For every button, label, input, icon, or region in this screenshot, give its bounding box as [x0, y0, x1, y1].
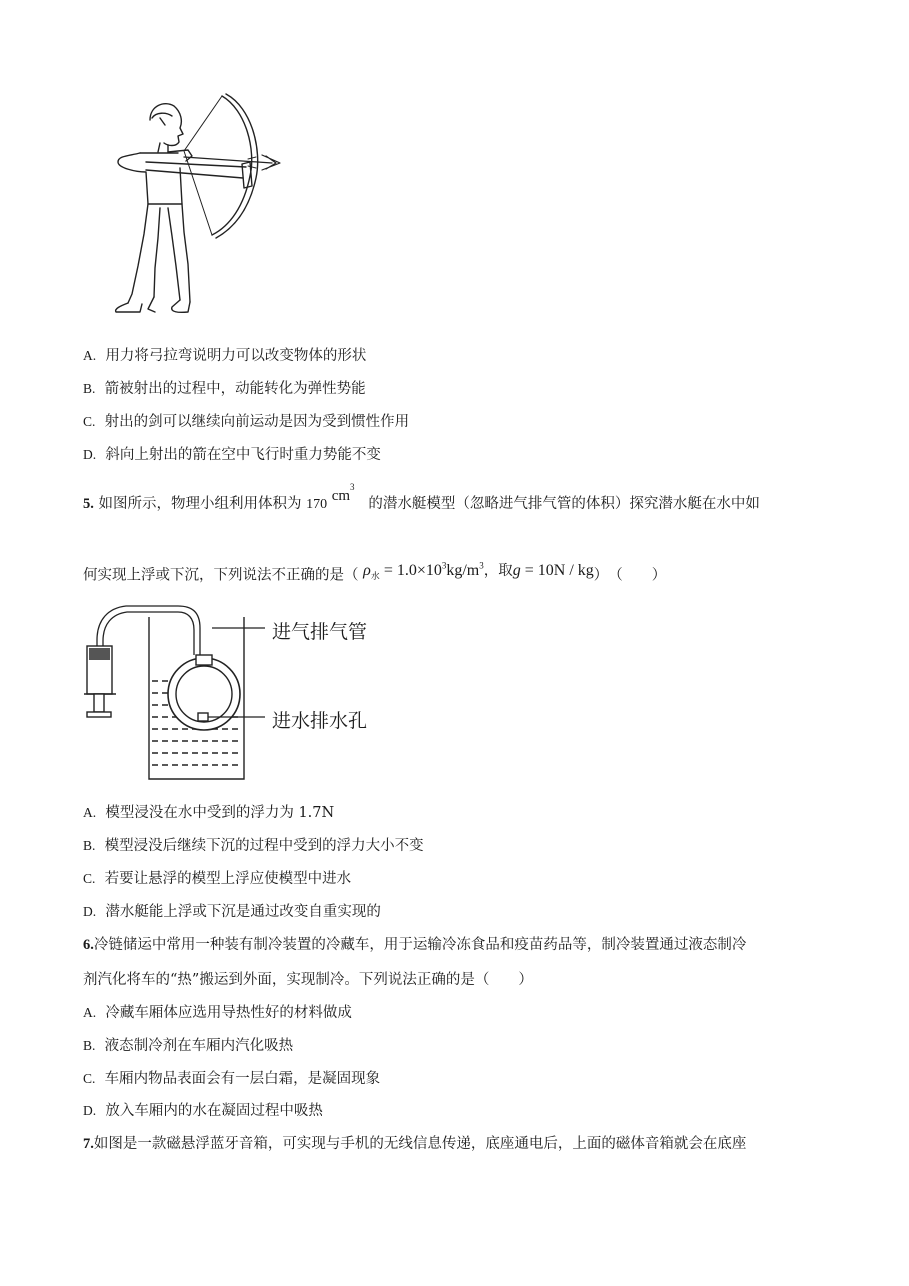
option-letter: A. [83, 805, 97, 820]
q6-option-a [83, 1003, 352, 1023]
option-letter: A. [83, 1005, 97, 1020]
volume-exponent: 3 [350, 482, 355, 492]
option-text: 若要让悬浮的模型上浮应使模型中进水 [104, 871, 352, 887]
option-letter: C. [83, 871, 96, 886]
option-letter: A. [83, 348, 97, 363]
rho-value: = 1.0×10 [383, 562, 442, 580]
option-letter: D. [83, 904, 97, 919]
option-letter: D. [83, 447, 97, 462]
q5-option-d [83, 902, 381, 922]
g-value: = 10N / kg [524, 562, 594, 580]
rho-exponent: 3 [441, 561, 447, 571]
rho-subscript: 水 [370, 572, 380, 583]
stem-text: 的潜水艇模型（忽略进气排气管的体积）探究潜水艇在水中如 [368, 495, 760, 512]
g-prefix: ，取 [483, 563, 513, 580]
option-letter: C. [83, 414, 96, 429]
option-text: 车厢内物品表面会有一层白霜，是凝固现象 [104, 1071, 381, 1087]
rho-unit-exponent: 3 [479, 561, 484, 571]
option-letter: B. [83, 1038, 96, 1053]
g-symbol: g [512, 562, 521, 580]
rho-symbol: ρ [363, 562, 371, 580]
volume-value: 170 [306, 496, 328, 512]
q5-option-a [83, 803, 334, 823]
option-text: 射出的剑可以继续向前运动是因为受到惯性作用 [104, 414, 410, 430]
q6-option-d [83, 1101, 323, 1121]
figure-label-hole: 进水排水孔 [272, 710, 368, 732]
question-number: 6. [83, 937, 94, 953]
option-text: 模型浸没在水中受到的浮力为 1.7N [105, 805, 335, 821]
option-letter: B. [83, 381, 96, 396]
question-number: 7. [83, 1136, 94, 1152]
option-text: 潜水艇能上浮或下沉是通过改变自重实现的 [105, 904, 381, 920]
option-text: 放入车厢内的水在凝固过程中吸热 [105, 1103, 323, 1119]
q6-stem-line1 [83, 935, 746, 955]
rho-unit: kg/m [446, 562, 480, 580]
option-text: 用力将弓拉弯说明力可以改变物体的形状 [105, 348, 367, 364]
stem-text: ） （ ） [593, 567, 667, 584]
figure-label-tube: 进气排气管 [272, 621, 368, 643]
stem-text: 冷链储运中常用一种装有制冷装置的冷藏车，用于运输冷冻食品和疫苗药品等，制冷装置通过液态制冷 [93, 937, 747, 953]
stem-text: 如图是一款磁悬浮蓝牙音箱，可实现与手机的无线信息传递，底座通电后，上面的磁体音箱就会在底座 [93, 1136, 747, 1152]
q5-option-c [83, 869, 351, 889]
option-letter: D. [83, 1103, 97, 1118]
q6-option-c [83, 1069, 380, 1089]
option-letter: B. [83, 838, 96, 853]
option-text: 箭被射出的过程中，动能转化为弹性势能 [104, 381, 366, 397]
q6-option-b [83, 1036, 293, 1056]
option-text: 冷藏车厢体应选用导热性好的材料做成 [105, 1005, 352, 1021]
q6-stem-line2 [83, 970, 533, 990]
option-text: 模型浸没后继续下沉的过程中受到的浮力大小不变 [104, 838, 424, 854]
option-letter: C. [83, 1071, 96, 1086]
volume-unit: cm [331, 487, 351, 504]
question-number: 5. [83, 495, 94, 512]
option-text: 斜向上射出的箭在空中飞行时重力势能不变 [105, 447, 381, 463]
stem-text: 如图所示，物理小组利用体积为 [98, 495, 302, 512]
q5-option-b [83, 836, 424, 856]
option-text: 液态制冷剂在车厢内汽化吸热 [104, 1038, 294, 1054]
stem-text: 剂汽化将车的“热”搬运到外面，实现制冷。下列说法正确的是（ ） [83, 972, 533, 988]
stem-text: 何实现上浮或下沉，下列说法不正确的是（ [83, 567, 359, 584]
q7-stem-line1 [83, 1134, 746, 1154]
